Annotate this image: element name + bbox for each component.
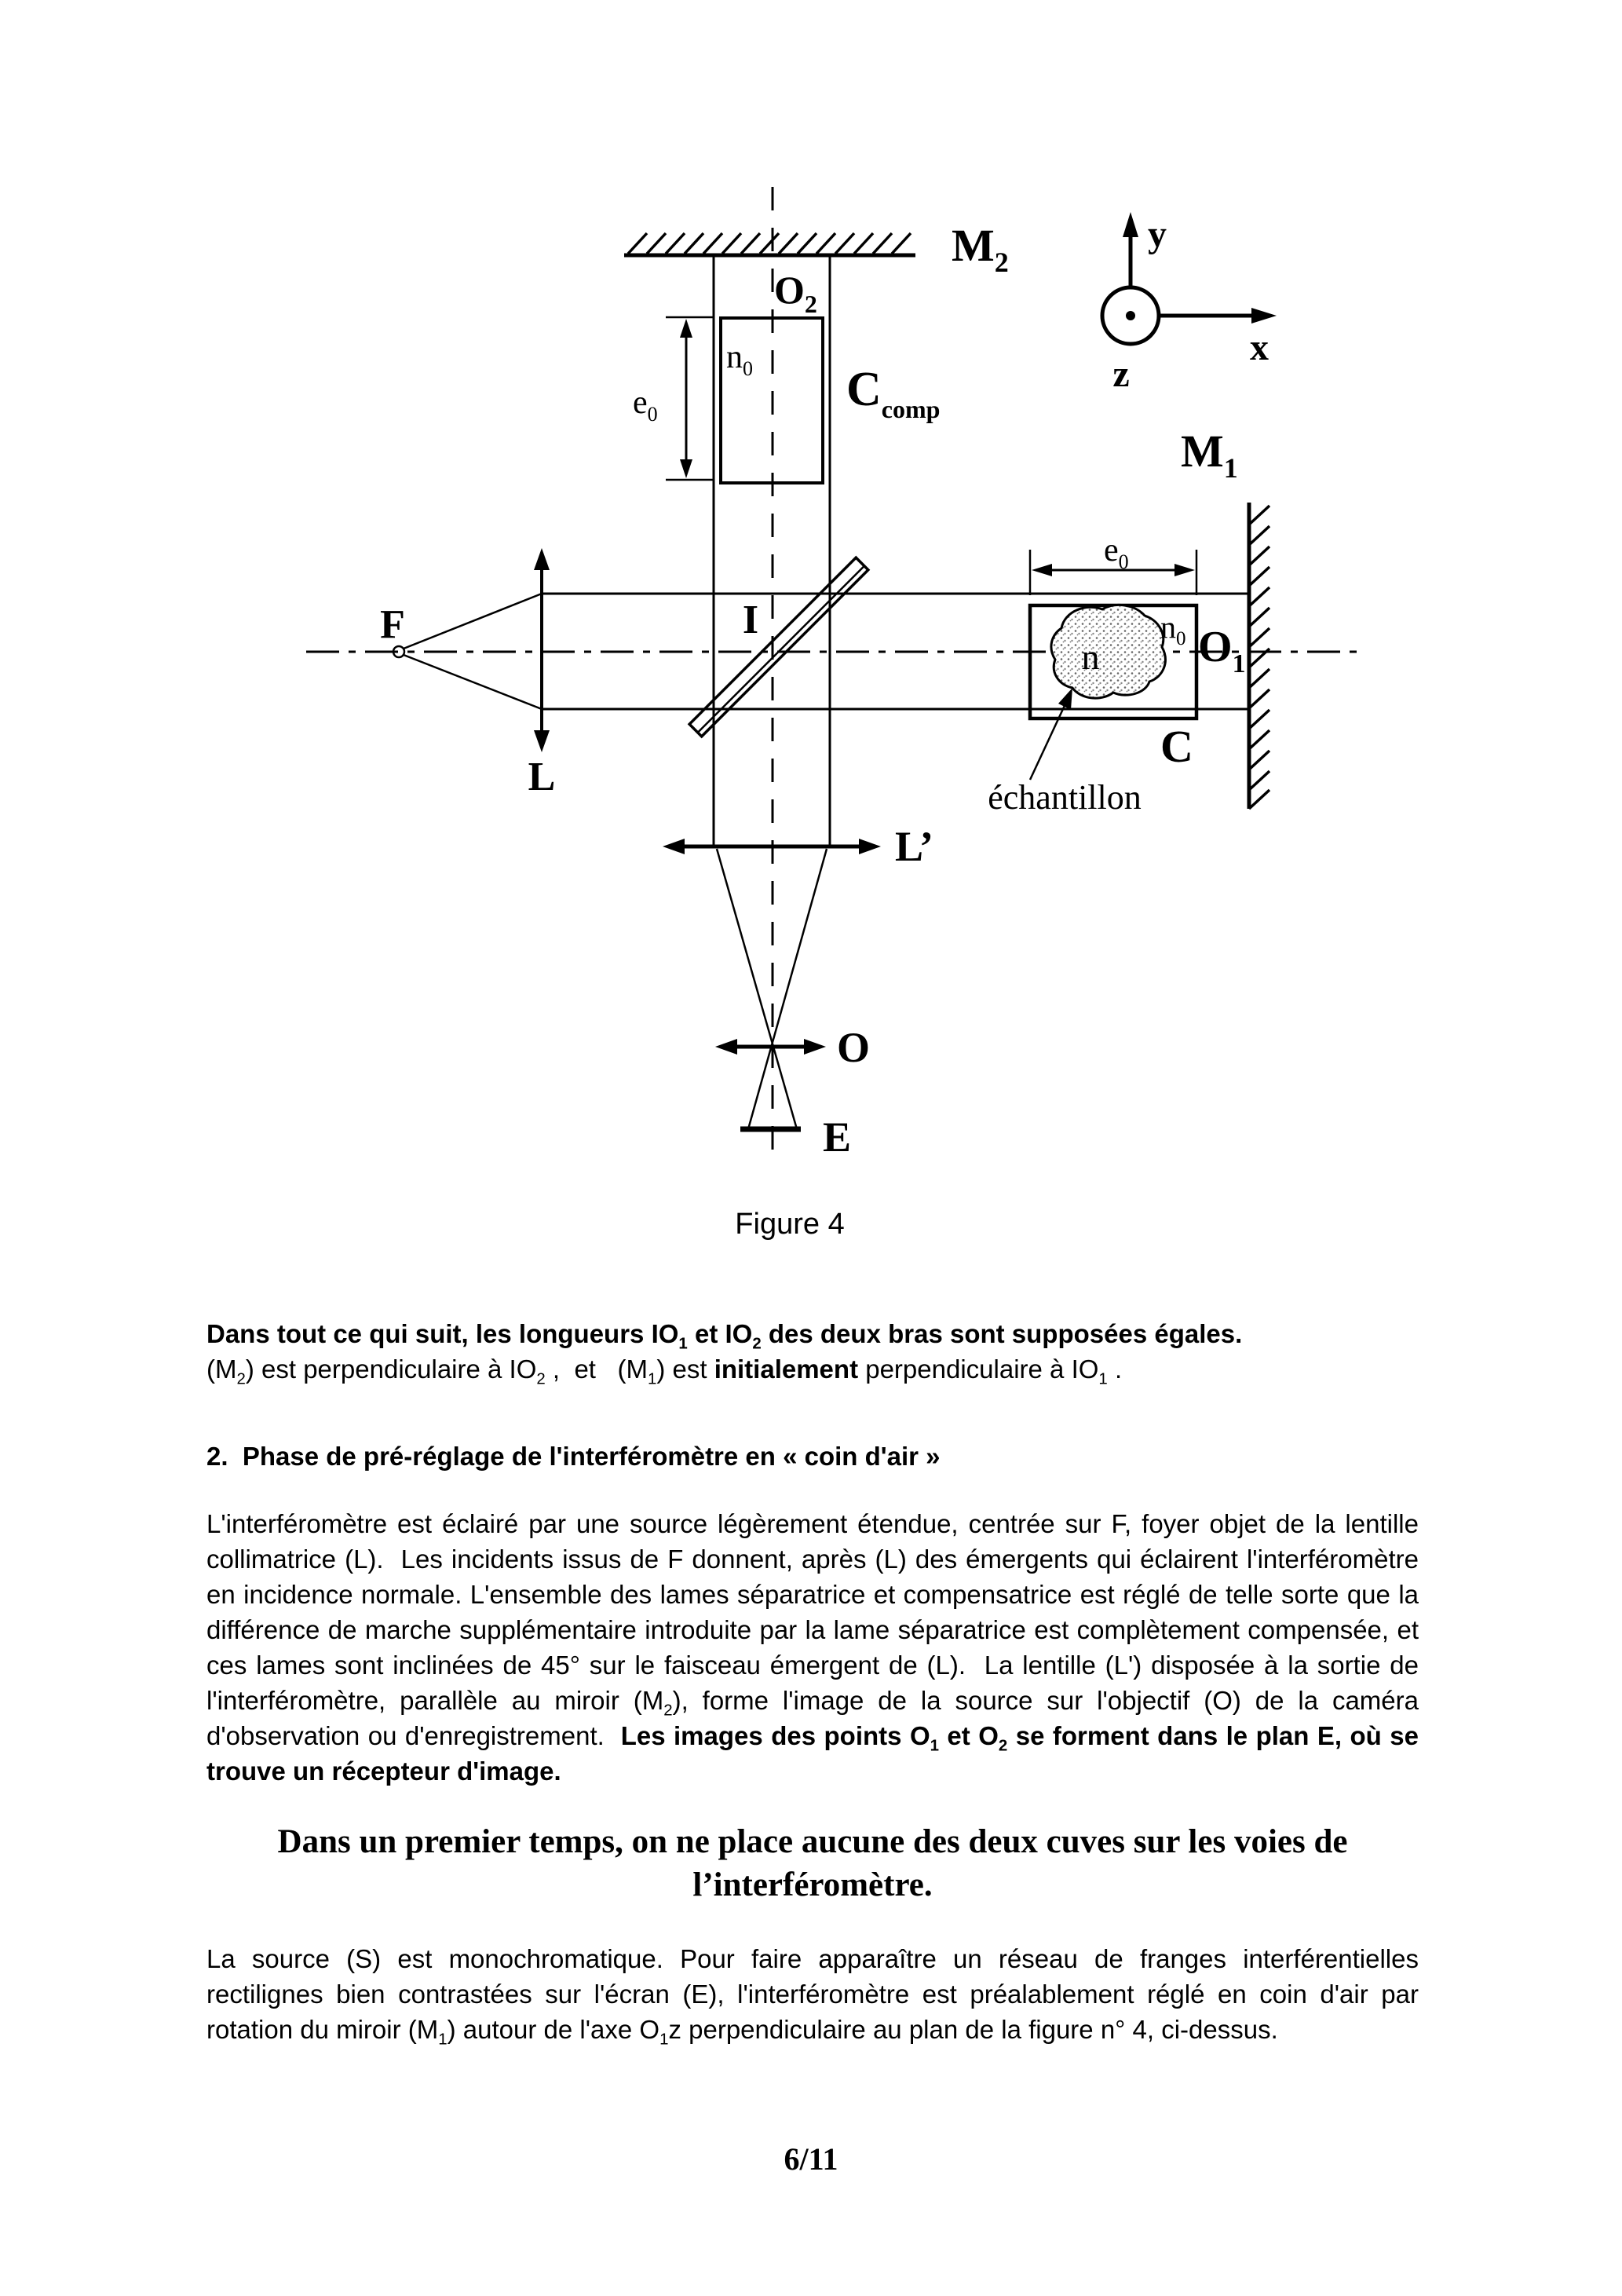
mirror-m2 [624,233,915,255]
section-heading: 2. Phase de pré-réglage de l'interféromètre en « coin d'air » [206,1442,941,1471]
figure-caption: Figure 4 [735,1208,845,1241]
label-l: L [528,755,556,799]
label-e0-cell: $e_0$ [1104,532,1129,573]
label-c-cell: C [1160,721,1193,772]
callout-no-cuves: Dans un premier temps, on ne place aucune des deux cuves sur les voies de l’interféromètre. [277,1823,1348,1903]
label-e: E [823,1113,852,1161]
label-e0-comp: $e_0$ [633,385,658,426]
label-n0-comp: $n_0$ [726,339,753,380]
label-m1: $M_1$ [1181,426,1238,484]
label-ccomp: $C_{comp}$ [846,363,941,423]
paragraph-1: L'interféromètre est éclairé par une source légèrement étendue, centrée sur F, foyer objet de la lentille collimatrice (L). Les incidents issus de F donnent, après (L) des émergents qui éclairent l'interféromètre en incidence normale. L'ensemble des lames séparatrice et compensatrice est réglé de telle sorte que la différence de marche supplémentaire introduite par la lame séparatrice est complètement compensée, et ces lames sont inclinées de 45° sur le faisceau émergent de (L). La lentille (L') disposée à la sortie de l'interféromètre, parallèle au miroir $(M_2)$, forme l'image de la source sur l'objectif (O) de la caméra d'observation ou d'enregistrement. Les images des points $O_1$ et $O_2$ se forment dans le plan E, où se trouve un récepteur d'image. [206,1509,1419,1786]
label-m2: $M_2$ [952,220,1009,278]
label-o2: $O_2$ [774,268,817,318]
sample-pointer-arrow [1030,688,1072,780]
coordinate-frame [1102,212,1277,344]
label-axis-x: x [1250,327,1269,368]
label-o1: $O_1$ [1198,623,1246,678]
label-n0-cell: $n_0$ [1160,609,1186,649]
mirror-m1 [1249,503,1269,809]
label-i: I [742,598,759,642]
label-axis-y: y [1148,214,1167,255]
label-l-prime: L’ [895,823,934,870]
page-number: 6/11 [784,2141,838,2177]
intro-line-2: $(M_2)$ est perpendiculaire à $IO_2$ , et $(M_1)$ est initialement perpendiculaire à $IO_1$ . [206,1355,1123,1388]
dimension-e0-comp [666,317,714,480]
label-axis-z: z [1112,353,1130,395]
intro-paragraph [206,1316,1419,1387]
label-o: O [837,1024,871,1071]
intro-line-1: Dans tout ce qui suit, les longueurs $IO_1$ et $IO_2$ des deux bras sont supposées égales. [206,1319,1243,1353]
paragraph-2: La source (S) est monochromatique. Pour faire apparaître un réseau de franges interférentielles rectilignes bien contrastées sur l'écran (E), l'interféromètre est préalablement réglé en coin d'air par rotation du miroir $(M_1)$ autour de l'axe $O_1z$ perpendiculaire au plan de la figure n° 4, ci-dessus. [206,1944,1419,2049]
label-echantillon: échantillon [988,778,1142,817]
lens-l [534,548,550,752]
label-n-sample: n [1081,637,1100,677]
label-f: F [380,602,405,647]
sample-blob [1051,605,1165,698]
